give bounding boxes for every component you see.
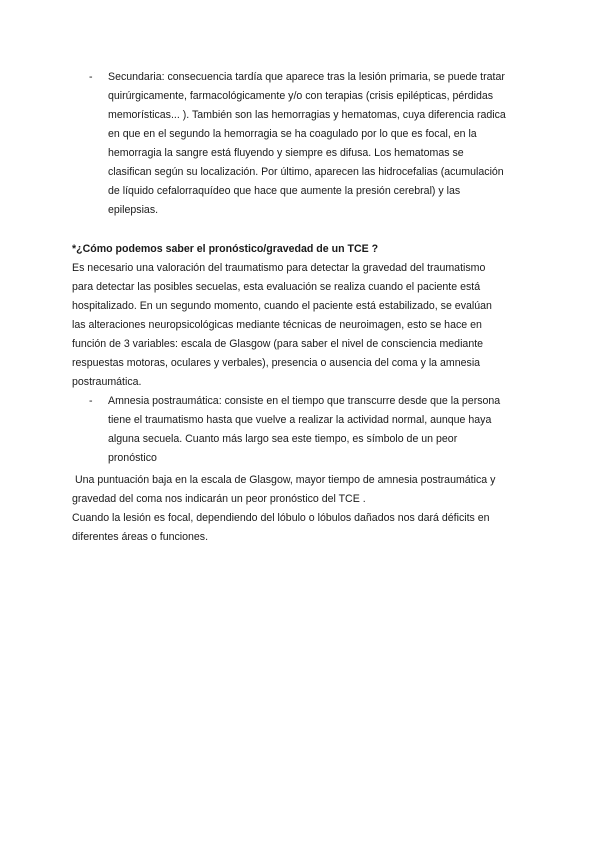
text-line: alguna secuela. Cuanto más largo sea este tiempo, es símbolo de un peor	[108, 433, 458, 445]
text-line: Es necesario una valoración del traumatismo para detectar la gravedad del traumatismo	[72, 262, 486, 274]
text-line: hemorragia la sangre está fluyendo y siempre es difusa. Los hematomas se	[108, 147, 464, 159]
text-line: para detectar las posibles secuelas, esta evaluación se realiza cuando el paciente está	[72, 281, 481, 293]
text-line: Secundaria: consecuencia tardía que aparece tras la lesión primaria, se puede tratar	[108, 71, 505, 83]
section-heading	[72, 240, 532, 259]
text-line: quirúrgicamente, farmacológicamente y/o con terapias (crisis epilépticas, pérdidas	[108, 90, 494, 102]
paragraph-glasgow	[72, 471, 542, 509]
text-line: respuestas motoras, oculares y verbales), presencia o ausencia del coma y la amnesia	[72, 357, 481, 369]
bullet-marker: -	[89, 395, 93, 407]
text-line: función de 3 variables: escala de Glasgow (para saber el nivel de consciencia mediante	[72, 338, 484, 350]
text-line: pronóstico	[108, 452, 157, 464]
text-line: postraumática.	[72, 376, 142, 388]
text-line: gravedad del coma nos indicarán un peor pronóstico del TCE .	[72, 493, 366, 505]
heading-text: *¿Cómo podemos saber el pronóstico/gravedad de un TCE ?	[72, 243, 379, 255]
text-line: en que en el segundo la hemorragia se ha coagulado por lo que es focal, en la	[108, 128, 477, 140]
paragraph-lesion-focal	[72, 509, 542, 547]
text-line: diferentes áreas o funciones.	[72, 531, 209, 543]
text-line: Una puntuación baja en la escala de Glasgow, mayor tiempo de amnesia postraumática y	[72, 474, 496, 486]
text-line: epilepsias.	[108, 204, 159, 216]
text-line: memorísticas... ). También son las hemorragias y hematomas, cuya diferencia radica	[108, 109, 506, 121]
text-line: hospitalizado. En un segundo momento, cuando el paciente está estabilizado, se evalúan	[72, 300, 492, 312]
text-line: las alteraciones neuropsicológicas mediante técnicas de neuroimagen, esto se hace en	[72, 319, 482, 331]
text-line: tiene el traumatismo hasta que vuelve a realizar la actividad normal, aunque haya	[108, 414, 492, 426]
bullet-marker: -	[89, 71, 93, 83]
text-line: de líquido cefalorraquídeo que hace que aumente la presión cerebral) y las	[108, 185, 461, 197]
text-line: Cuando la lesión es focal, dependiendo del lóbulo o lóbulos dañados nos dará déficits en	[72, 512, 490, 524]
text-line: clasifican según su localización. Por último, aparecen las hidrocefalias (acumulación	[108, 166, 504, 178]
paragraph-valoracion	[72, 259, 532, 392]
text-line: Amnesia postraumática: consiste en el tiempo que transcurre desde que la persona	[108, 395, 501, 407]
